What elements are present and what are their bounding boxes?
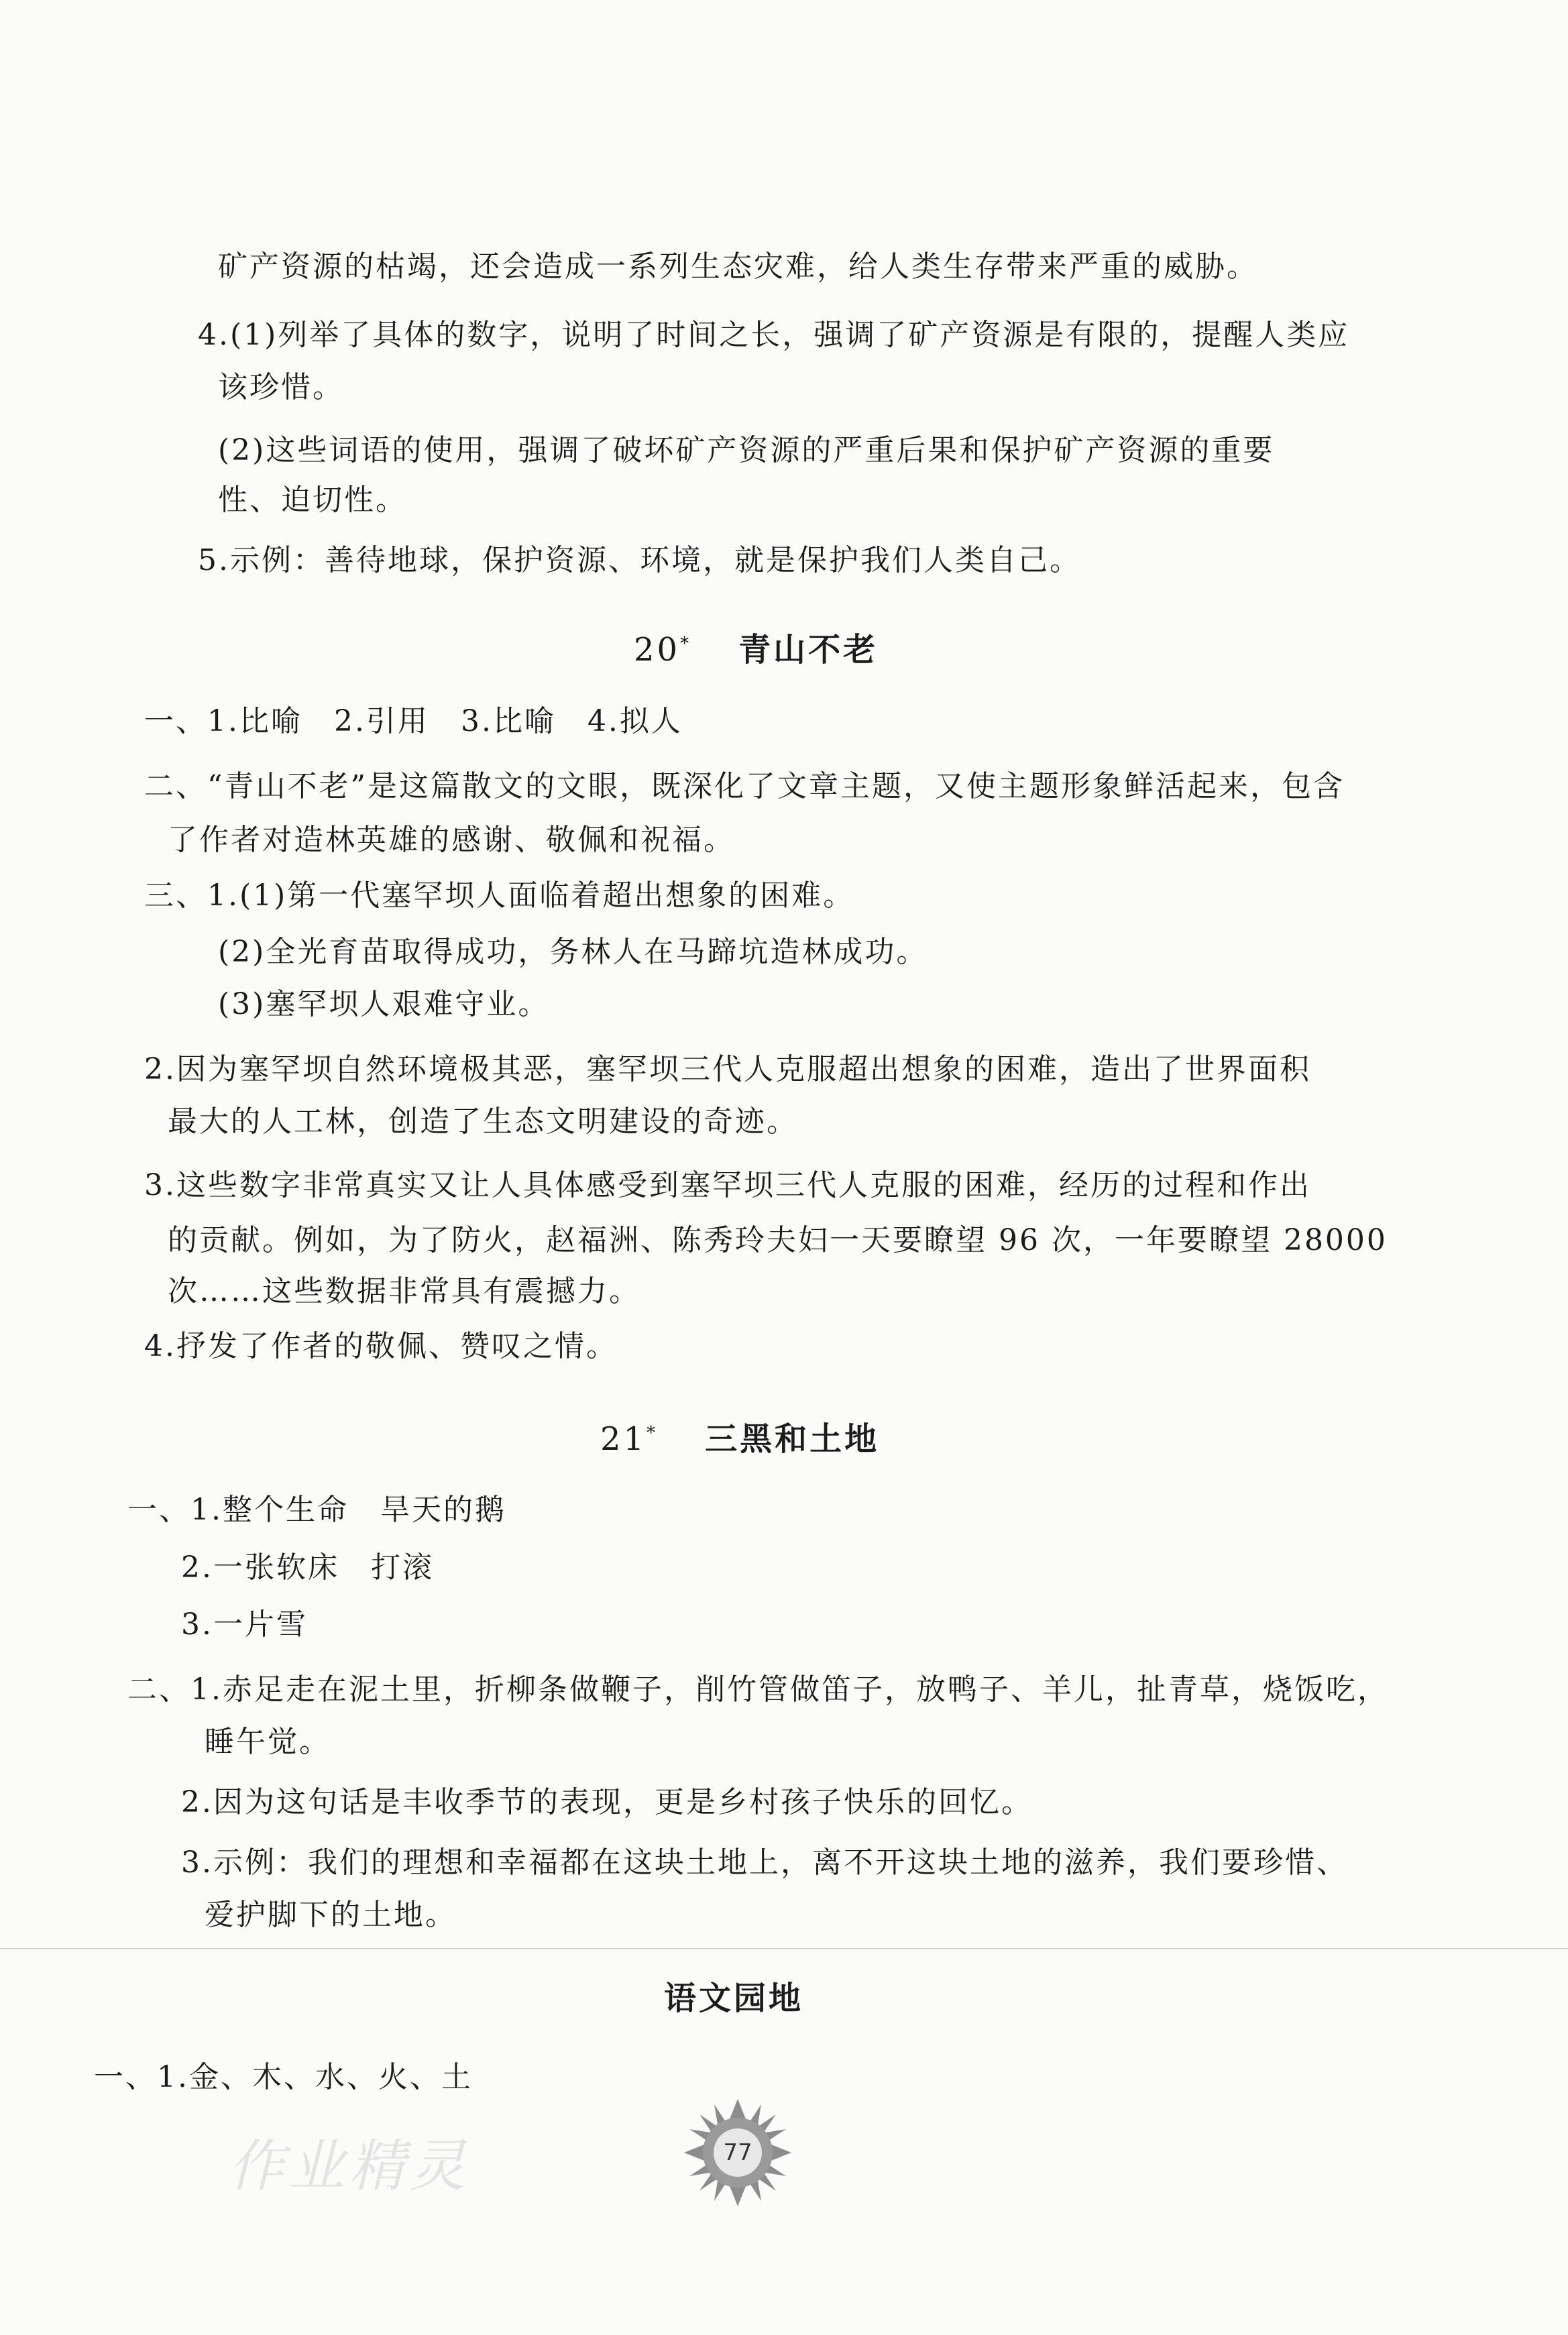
text-line: 2.因为这句话是丰收季节的表现，更是乡村孩子快乐的回忆。 bbox=[181, 1785, 1033, 1819]
text-line: 3.示例：我们的理想和幸福都在这块土地上，离不开这块土地的滋养，我们要珍惜、 bbox=[181, 1845, 1348, 1880]
section-heading-yuwen: 语文园地 bbox=[664, 1980, 804, 2017]
section-divider bbox=[0, 1948, 1568, 1949]
lesson-heading-21 bbox=[600, 1412, 879, 1461]
lesson-number: 21* bbox=[600, 1420, 659, 1458]
lesson-number: 20* bbox=[634, 631, 692, 669]
text-line: 3.一片雪 bbox=[181, 1607, 308, 1642]
text-line: 一、1.金、木、水、火、土 bbox=[94, 2060, 473, 2094]
text-line: 一、1.比喻 2.引用 3.比喻 4.拟人 bbox=[144, 704, 683, 738]
text-line: 2.一张软床 打滚 bbox=[181, 1550, 434, 1585]
text-line: 三、1.(1)第一代塞罕坝人面临着超出想象的困难。 bbox=[144, 878, 855, 913]
text-line: 二、1.赤足走在泥土里，折柳条做鞭子，削竹管做笛子，放鸭子、羊儿，扯青草，烧饭吃， bbox=[127, 1672, 1389, 1707]
text-line: 2.因为塞罕坝自然环境极其恶，塞罕坝三代人克服超出想象的困难，造出了世界面积 bbox=[144, 1052, 1311, 1086]
lesson-title: 青山不老 bbox=[738, 631, 879, 669]
text-line: 一、1.整个生命 旱天的鹅 bbox=[127, 1493, 506, 1527]
text-line: 次……这些数据非常具有震撼力。 bbox=[168, 1274, 640, 1308]
text-line: 最大的人工林，创造了生态文明建设的奇迹。 bbox=[168, 1104, 798, 1139]
text-line: (2)这些词语的使用，强调了破坏矿产资源的严重后果和保护矿产资源的重要 bbox=[218, 433, 1275, 467]
text-line: 睡午觉。 bbox=[205, 1725, 331, 1759]
text-line: 4.(1)列举了具体的数字，说明了时间之长，强调了矿产资源是有限的，提醒人类应 bbox=[198, 318, 1350, 352]
text-line: (2)全光育苗取得成功，务林人在马蹄坑造林成功。 bbox=[218, 935, 928, 969]
lesson-title: 三黑和土地 bbox=[705, 1420, 880, 1458]
text-line: (3)塞罕坝人艰难守业。 bbox=[218, 987, 550, 1021]
text-line: 了作者对造林英雄的感谢、敬佩和祝福。 bbox=[168, 823, 735, 857]
watermark-logo: 作业精灵 bbox=[228, 2133, 470, 2199]
text-line: 的贡献。例如，为了防火，赵福洲、陈秀玲夫妇一天要瞭望 96 次，一年要瞭望 28000 bbox=[168, 1223, 1388, 1257]
text-line: 3.这些数字非常真实又让人具体感受到塞罕坝三代人克服的困难，经历的过程和作出 bbox=[144, 1168, 1311, 1202]
text-line: 性、迫切性。 bbox=[218, 483, 407, 517]
text-line: 矿产资源的枯竭，还会造成一系列生态灾难，给人类生存带来严重的威胁。 bbox=[218, 249, 1258, 284]
text-line: 该珍惜。 bbox=[218, 370, 344, 404]
text-line: 爱护脚下的土地。 bbox=[205, 1898, 457, 1932]
text-line: 5.示例：善待地球，保护资源、环境，就是保护我们人类自己。 bbox=[198, 543, 1081, 577]
text-line: 4.抒发了作者的敬佩、赞叹之情。 bbox=[144, 1329, 618, 1363]
text-line: 二、“青山不老”是这篇散文的文眼，既深化了文章主题，又使主题形象鲜活起来，包含 bbox=[144, 769, 1345, 803]
lesson-heading-20 bbox=[634, 622, 878, 671]
page-number: 77 bbox=[723, 2139, 752, 2166]
